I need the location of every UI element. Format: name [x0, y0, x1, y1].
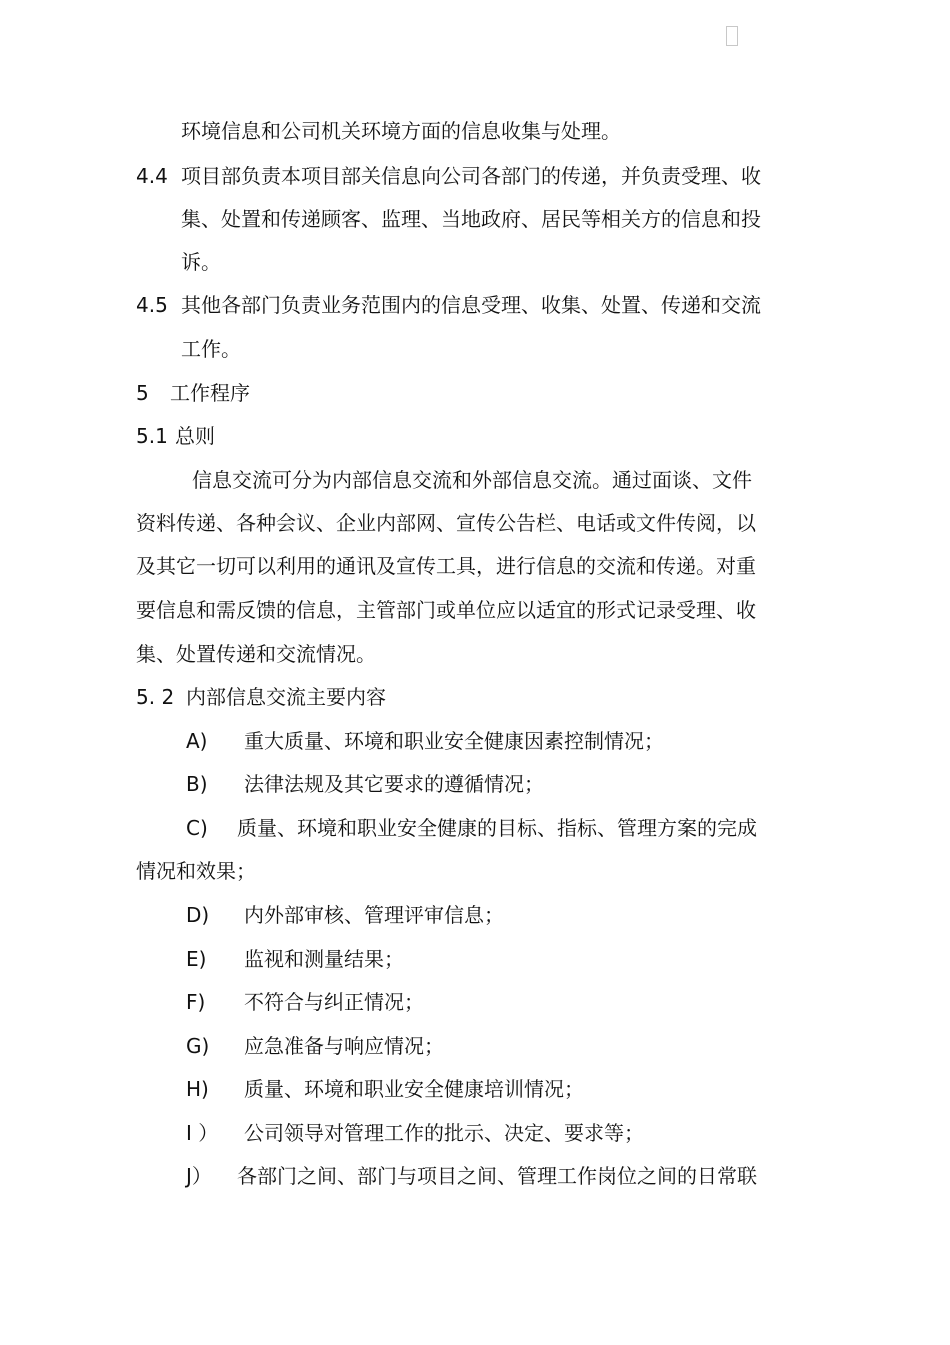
line-text: 项目部负责本项目部关信息向公司各部门的传递，并负责受理、收	[181, 164, 761, 188]
section-heading: 工作程序	[170, 381, 250, 405]
list-item-label: G)	[186, 1034, 210, 1058]
section-number: 5	[136, 381, 149, 405]
list-item-text: 情况和效果；	[136, 859, 256, 883]
list-item-label: J）	[186, 1164, 212, 1188]
list-item-text: 质量、环境和职业安全健康的目标、指标、管理方案的完成	[237, 816, 757, 840]
list-item-text: 监视和测量结果；	[244, 947, 404, 971]
list-item-text: 重大质量、环境和职业安全健康因素控制情况；	[244, 729, 664, 753]
section-number: 5.1	[136, 424, 168, 448]
corner-mark	[726, 26, 738, 46]
list-item-text: 公司领导对管理工作的批示、决定、要求等；	[244, 1121, 644, 1145]
line-text: 及其它一切可以利用的通讯及宣传工具，进行信息的交流和传递。对重	[136, 554, 756, 578]
line-text: 资料传递、各种会议、企业内部网、宣传公告栏、电话或文件传阅，以	[136, 511, 756, 535]
list-item-text: 应急准备与响应情况；	[244, 1034, 444, 1058]
list-item-label: D)	[186, 903, 210, 927]
section-heading: 内部信息交流主要内容	[186, 685, 386, 709]
line-text: 信息交流可分为内部信息交流和外部信息交流。通过面谈、文件	[192, 468, 752, 492]
line-text: 集、处置和传递顾客、监理、当地政府、居民等相关方的信息和投	[181, 207, 761, 231]
list-item-label: E)	[186, 947, 207, 971]
list-item-label: H)	[186, 1077, 209, 1101]
line-text: 工作。	[181, 337, 241, 361]
list-item-label: A)	[186, 729, 208, 753]
section-number: 5. 2	[136, 685, 175, 709]
list-item-text: 质量、环境和职业安全健康培训情况；	[244, 1077, 584, 1101]
section-number: 4.4	[136, 164, 168, 188]
line-text: 环境信息和公司机关环境方面的信息收集与处理。	[181, 119, 621, 143]
list-item-label: I ）	[186, 1121, 219, 1145]
line-text: 要信息和需反馈的信息，主管部门或单位应以适宜的形式记录受理、收	[136, 598, 756, 622]
list-item-label: F)	[186, 990, 206, 1014]
list-item-text: 不符合与纠正情况；	[244, 990, 424, 1014]
list-item-text: 法律法规及其它要求的遵循情况；	[244, 772, 544, 796]
line-text: 集、处置传递和交流情况。	[136, 642, 376, 666]
line-text: 诉。	[181, 250, 221, 274]
section-heading: 总则	[175, 424, 215, 448]
list-item-label: C)	[186, 816, 208, 840]
line-text: 其他各部门负责业务范围内的信息受理、收集、处置、传递和交流	[181, 293, 761, 317]
section-number: 4.5	[136, 293, 168, 317]
list-item-text: 内外部审核、管理评审信息；	[244, 903, 504, 927]
list-item-text: 各部门之间、部门与项目之间、管理工作岗位之间的日常联	[237, 1164, 757, 1188]
list-item-label: B)	[186, 772, 208, 796]
